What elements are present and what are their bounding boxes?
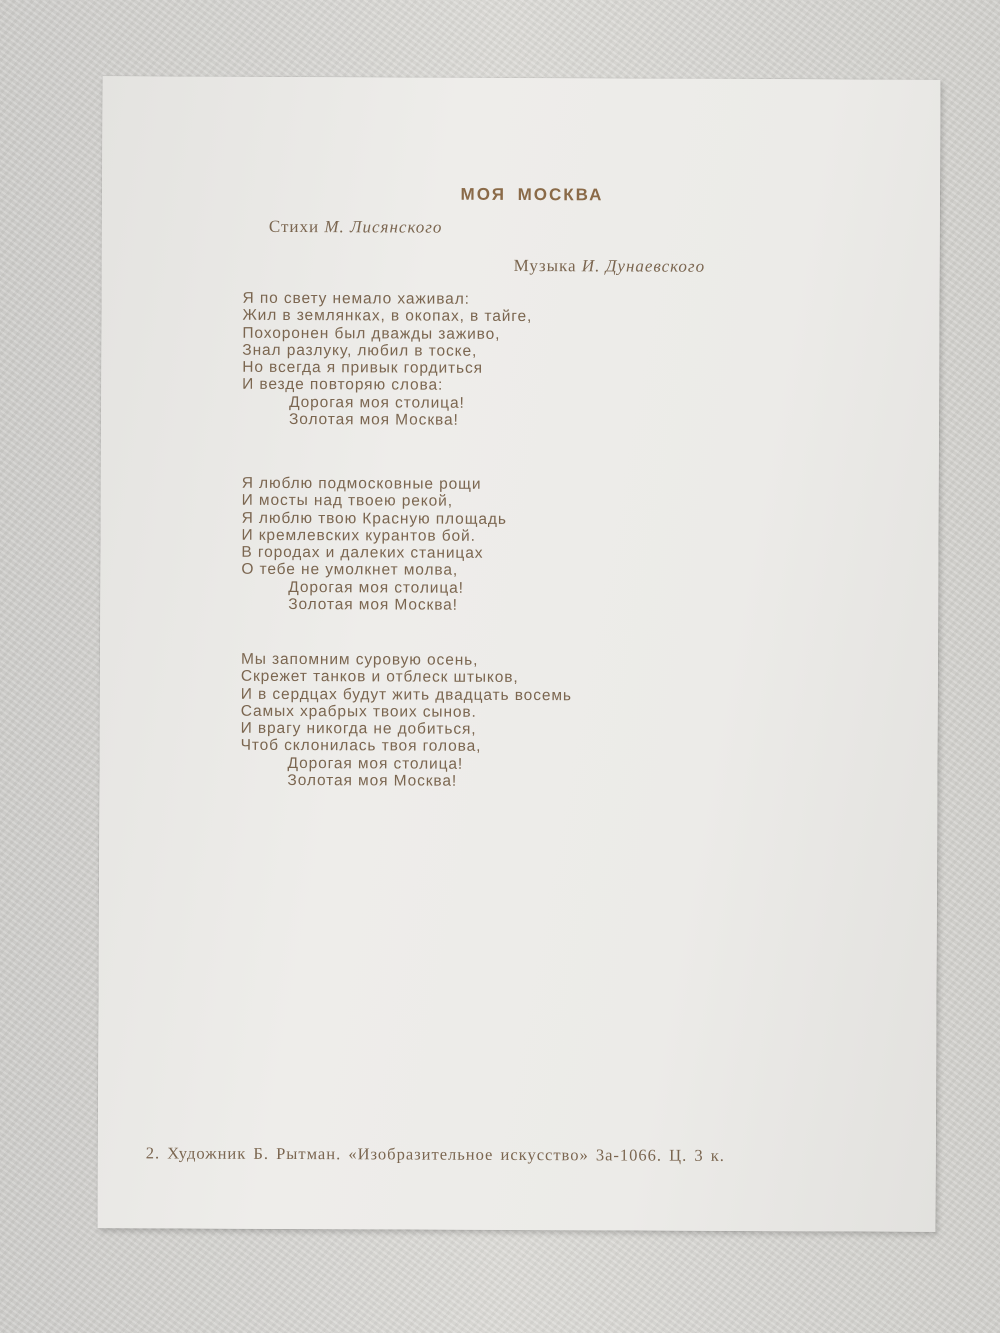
verse-line: Скрежет танков и отблеск штыков,: [240, 668, 519, 687]
verse-line: Но всегда я привык гордиться: [242, 358, 484, 378]
music-author: И. Дунаевского: [581, 256, 706, 276]
music-credit: [514, 256, 705, 277]
stanza-1: [242, 290, 532, 430]
postcard: [97, 76, 940, 1232]
refrain-line: Золотая моя Москва!: [288, 596, 458, 614]
verse-line: О тебе не умолкнет молва,: [241, 561, 459, 580]
verse-line: Жил в землянках, в окопах, в тайге,: [242, 307, 533, 326]
verse-line: И мосты над твоею рекой,: [241, 492, 453, 511]
refrain-line: Золотая моя Москва!: [287, 772, 458, 790]
refrain-line: Дорогая моя столица!: [289, 393, 465, 412]
refrain-line: Золотая моя Москва!: [288, 411, 459, 429]
verse-line: И врагу никогда не добиться,: [240, 719, 477, 739]
refrain-line: Дорогая моя столица!: [287, 754, 464, 773]
verse-line: Я люблю твою Красную площадь: [241, 509, 507, 528]
verse-line: Самых храбрых твоих сынов.: [240, 702, 477, 721]
refrain-line: Дорогая моя столица!: [288, 578, 464, 597]
lyrics-credit: [269, 217, 443, 238]
verse-line: И везде повторяю слова:: [242, 376, 444, 395]
stanza-2: [241, 475, 507, 615]
publisher-imprint: 2. Художник Б. Рытман. «Изобразительное искусство» 3а-1066. Ц. 3 к.: [145, 1143, 725, 1165]
verse-line: И кремлевских курантов бой.: [241, 526, 476, 545]
song-title: МОЯ МОСКВА: [460, 184, 604, 205]
verse-line: И в сердцах будут жить двадцать восемь: [240, 685, 572, 704]
stanza-3: [240, 651, 572, 791]
verse-line: Похоронен был дважды заживо,: [242, 324, 501, 343]
verse-line: В городах и далеких станицах: [241, 543, 484, 563]
music-credit-prefix: Музыка: [513, 255, 577, 276]
verse-line: Мы запомним суровую осень,: [240, 650, 479, 669]
lyrics-credit-prefix: Стихи: [268, 216, 320, 237]
verse-line: Я по свету немало хаживал:: [242, 289, 470, 308]
verse-line: Знал разлуку, любил в тоске,: [242, 341, 478, 360]
verse-line: Чтоб склонилась твоя голова,: [240, 737, 482, 756]
verse-line: Я люблю подмосковные рощи: [241, 474, 482, 493]
lyrics-author: М. Лисянского: [324, 217, 443, 237]
